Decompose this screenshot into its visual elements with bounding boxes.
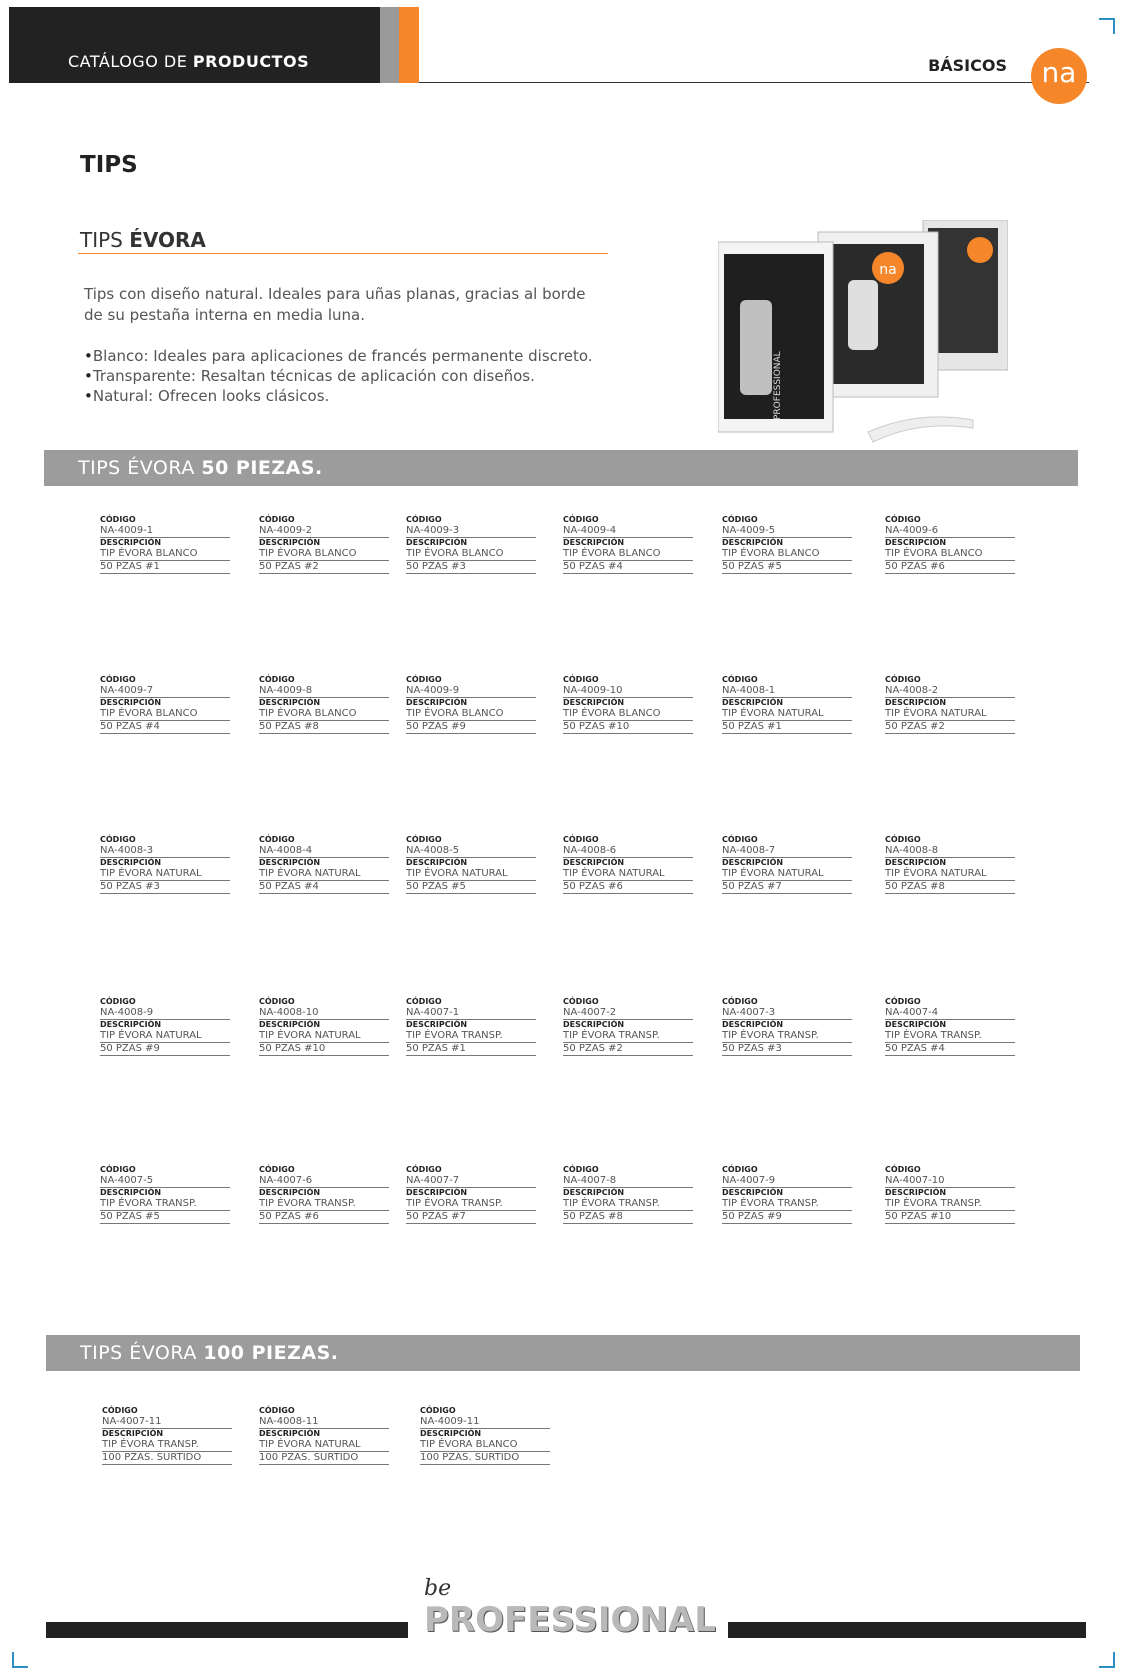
footer-bar-left xyxy=(46,1622,408,1638)
photo-box-text: PROFESSIONAL xyxy=(773,351,783,420)
crop-mark-bottom-right xyxy=(1099,1652,1115,1668)
product-quantity: 50 PZAS #10 xyxy=(259,1043,389,1056)
product-photo xyxy=(718,220,1008,450)
product-item xyxy=(722,997,852,1056)
description-label: DESCRIPCIÓN xyxy=(885,538,947,547)
product-item xyxy=(259,515,389,574)
section-name: BÁSICOS xyxy=(928,56,1007,75)
product-item xyxy=(722,515,852,574)
feature-item: • Natural: Ofrecen looks clásicos. xyxy=(84,386,644,406)
product-quantity: 50 PZAS #2 xyxy=(563,1043,693,1056)
product-quantity: 50 PZAS #10 xyxy=(885,1211,1015,1224)
product-item xyxy=(563,515,693,574)
product-quantity: 50 PZAS #8 xyxy=(259,721,389,734)
brand-logo-text: na xyxy=(1041,56,1077,89)
product-item xyxy=(406,515,536,574)
product-description: TIP ÉVORA NATURAL xyxy=(722,708,852,721)
product-description: TIP ÉVORA BLANCO xyxy=(100,548,230,561)
product-code: NA-4009-8 xyxy=(259,685,389,698)
description-label: DESCRIPCIÓN xyxy=(563,698,625,707)
description-label: DESCRIPCIÓN xyxy=(259,858,321,867)
code-label: CÓDIGO xyxy=(722,515,758,524)
description-label: DESCRIPCIÓN xyxy=(100,858,162,867)
product-quantity: 100 PZAS. SURTIDO xyxy=(420,1452,550,1465)
product-quantity: 50 PZAS #6 xyxy=(259,1211,389,1224)
product-quantity: 50 PZAS #3 xyxy=(406,561,536,574)
header-stripe-orange xyxy=(399,7,419,83)
product-item xyxy=(100,675,230,734)
code-label: CÓDIGO xyxy=(722,997,758,1006)
description-label: DESCRIPCIÓN xyxy=(885,1020,947,1029)
description-label: DESCRIPCIÓN xyxy=(722,538,784,547)
description-label: DESCRIPCIÓN xyxy=(420,1429,482,1438)
product-item xyxy=(406,997,536,1056)
description-label: DESCRIPCIÓN xyxy=(722,1020,784,1029)
product-code: NA-4009-5 xyxy=(722,525,852,538)
section-bar-50 xyxy=(44,450,1078,486)
product-code: NA-4007-4 xyxy=(885,1007,1015,1020)
description-label: DESCRIPCIÓN xyxy=(563,1020,625,1029)
product-item xyxy=(563,997,693,1056)
code-label: CÓDIGO xyxy=(885,1165,921,1174)
product-description: TIP ÉVORA TRANSP. xyxy=(563,1030,693,1043)
product-code: NA-4009-11 xyxy=(420,1416,550,1429)
product-quantity: 50 PZAS #8 xyxy=(563,1211,693,1224)
code-label: CÓDIGO xyxy=(100,515,136,524)
product-quantity: 50 PZAS #2 xyxy=(885,721,1015,734)
product-description: TIP ÉVORA NATURAL xyxy=(885,708,1015,721)
header-stripe-gray xyxy=(380,7,399,83)
product-quantity: 50 PZAS #4 xyxy=(259,881,389,894)
product-code: NA-4009-1 xyxy=(100,525,230,538)
product-code: NA-4008-7 xyxy=(722,845,852,858)
product-code: NA-4007-2 xyxy=(563,1007,693,1020)
subtitle-rule xyxy=(78,253,608,254)
product-quantity: 50 PZAS #2 xyxy=(259,561,389,574)
product-description: TIP ÉVORA BLANCO xyxy=(563,548,693,561)
product-code: NA-4008-2 xyxy=(885,685,1015,698)
code-label: CÓDIGO xyxy=(563,515,599,524)
product-code: NA-4007-9 xyxy=(722,1175,852,1188)
product-description: TIP ÉVORA BLANCO xyxy=(420,1439,550,1452)
feature-item: • Blanco: Ideales para aplicaciones de francés permanente discreto. xyxy=(84,346,644,366)
code-label: CÓDIGO xyxy=(885,675,921,684)
product-item xyxy=(563,675,693,734)
product-description: TIP ÉVORA TRANSP. xyxy=(563,1198,693,1211)
product-description: TIP ÉVORA NATURAL xyxy=(100,1030,230,1043)
product-quantity: 50 PZAS #5 xyxy=(406,881,536,894)
section-title-100: TIPS ÉVORA 100 PIEZAS. xyxy=(80,1342,339,1364)
product-description: TIP ÉVORA TRANSP. xyxy=(885,1030,1015,1043)
product-item xyxy=(259,835,389,894)
product-description: TIP ÉVORA TRANSP. xyxy=(406,1030,536,1043)
product-quantity: 50 PZAS #7 xyxy=(722,881,852,894)
code-label: CÓDIGO xyxy=(563,675,599,684)
code-label: CÓDIGO xyxy=(563,1165,599,1174)
product-description: TIP ÉVORA TRANSP. xyxy=(885,1198,1015,1211)
product-item xyxy=(885,997,1015,1056)
description-label: DESCRIPCIÓN xyxy=(563,538,625,547)
product-code: NA-4007-11 xyxy=(102,1416,232,1429)
product-code: NA-4009-2 xyxy=(259,525,389,538)
description-label: DESCRIPCIÓN xyxy=(722,858,784,867)
product-quantity: 50 PZAS #4 xyxy=(563,561,693,574)
product-code: NA-4008-5 xyxy=(406,845,536,858)
product-description: TIP ÉVORA BLANCO xyxy=(885,548,1015,561)
product-code: NA-4009-10 xyxy=(563,685,693,698)
description-label: DESCRIPCIÓN xyxy=(100,698,162,707)
brand-logo xyxy=(1031,48,1087,104)
code-label: CÓDIGO xyxy=(406,515,442,524)
product-description: TIP ÉVORA NATURAL xyxy=(100,868,230,881)
code-label: CÓDIGO xyxy=(406,997,442,1006)
header-dark-block xyxy=(9,7,380,83)
code-label: CÓDIGO xyxy=(885,835,921,844)
product-item xyxy=(563,835,693,894)
header-rule xyxy=(419,82,1089,83)
section-title-50: TIPS ÉVORA 50 PIEZAS. xyxy=(78,457,323,479)
product-item xyxy=(885,835,1015,894)
product-quantity: 100 PZAS. SURTIDO xyxy=(259,1452,389,1465)
code-label: CÓDIGO xyxy=(722,1165,758,1174)
product-description: TIP ÉVORA TRANSP. xyxy=(259,1198,389,1211)
code-label: CÓDIGO xyxy=(885,997,921,1006)
product-quantity: 50 PZAS #7 xyxy=(406,1211,536,1224)
product-item xyxy=(885,1165,1015,1224)
description-label: DESCRIPCIÓN xyxy=(102,1429,164,1438)
code-label: CÓDIGO xyxy=(722,675,758,684)
code-label: CÓDIGO xyxy=(259,675,295,684)
product-subtitle: TIPS ÉVORA xyxy=(80,228,206,252)
code-label: CÓDIGO xyxy=(259,1165,295,1174)
product-item xyxy=(406,835,536,894)
description-label: DESCRIPCIÓN xyxy=(406,1188,468,1197)
code-label: CÓDIGO xyxy=(259,835,295,844)
product-code: NA-4008-11 xyxy=(259,1416,389,1429)
description-label: DESCRIPCIÓN xyxy=(406,698,468,707)
product-code: NA-4007-10 xyxy=(885,1175,1015,1188)
product-code: NA-4007-5 xyxy=(100,1175,230,1188)
product-code: NA-4008-3 xyxy=(100,845,230,858)
product-description: TIP ÉVORA TRANSP. xyxy=(100,1198,230,1211)
description-label: DESCRIPCIÓN xyxy=(259,538,321,547)
code-label: CÓDIGO xyxy=(885,515,921,524)
product-item xyxy=(722,835,852,894)
product-quantity: 50 PZAS #4 xyxy=(885,1043,1015,1056)
description-label: DESCRIPCIÓN xyxy=(885,858,947,867)
product-item xyxy=(406,1165,536,1224)
product-description: TIP ÉVORA NATURAL xyxy=(406,868,536,881)
product-description: TIP ÉVORA TRANSP. xyxy=(722,1030,852,1043)
code-label: CÓDIGO xyxy=(102,1406,138,1415)
code-label: CÓDIGO xyxy=(563,997,599,1006)
intro-text: Tips con diseño natural. Ideales para uñas planas, gracias al borde de su pestaña interna en media luna. xyxy=(84,285,586,324)
product-item xyxy=(102,1406,232,1465)
product-description: TIP ÉVORA NATURAL xyxy=(722,868,852,881)
product-description: TIP ÉVORA BLANCO xyxy=(259,548,389,561)
code-label: CÓDIGO xyxy=(100,835,136,844)
crop-mark-top-right xyxy=(1099,18,1115,34)
footer-bar-right xyxy=(728,1622,1086,1638)
product-code: NA-4008-9 xyxy=(100,1007,230,1020)
description-label: DESCRIPCIÓN xyxy=(722,698,784,707)
description-label: DESCRIPCIÓN xyxy=(885,698,947,707)
product-code: NA-4008-8 xyxy=(885,845,1015,858)
product-item xyxy=(100,835,230,894)
product-description: TIP ÉVORA BLANCO xyxy=(100,708,230,721)
product-item xyxy=(100,997,230,1056)
description-label: DESCRIPCIÓN xyxy=(722,1188,784,1197)
product-quantity: 50 PZAS #9 xyxy=(722,1211,852,1224)
product-description: TIP ÉVORA BLANCO xyxy=(563,708,693,721)
product-description: TIP ÉVORA NATURAL xyxy=(259,1030,389,1043)
product-quantity: 50 PZAS #1 xyxy=(406,1043,536,1056)
product-quantity: 50 PZAS #6 xyxy=(563,881,693,894)
product-description: TIP ÉVORA NATURAL xyxy=(885,868,1015,881)
product-item xyxy=(259,1165,389,1224)
crop-mark-bottom-left xyxy=(12,1652,28,1668)
product-quantity: 50 PZAS #3 xyxy=(100,881,230,894)
product-description: TIP ÉVORA TRANSP. xyxy=(102,1439,232,1452)
description-label: DESCRIPCIÓN xyxy=(100,1020,162,1029)
page-title: TIPS xyxy=(80,152,138,178)
code-label: CÓDIGO xyxy=(259,515,295,524)
product-description: TIP ÉVORA NATURAL xyxy=(259,1439,389,1452)
product-quantity: 50 PZAS #9 xyxy=(406,721,536,734)
product-code: NA-4007-6 xyxy=(259,1175,389,1188)
photo-logo-text-back: na xyxy=(879,262,897,278)
description-label: DESCRIPCIÓN xyxy=(259,1188,321,1197)
code-label: CÓDIGO xyxy=(259,997,295,1006)
catalog-title: CATÁLOGO DE PRODUCTOS xyxy=(68,52,310,71)
description-label: DESCRIPCIÓN xyxy=(259,1020,321,1029)
feature-item: • Transparente: Resaltan técnicas de aplicación con diseños. xyxy=(84,366,644,386)
code-label: CÓDIGO xyxy=(406,675,442,684)
description-label: DESCRIPCIÓN xyxy=(259,698,321,707)
product-item xyxy=(885,675,1015,734)
product-item xyxy=(563,1165,693,1224)
product-code: NA-4009-6 xyxy=(885,525,1015,538)
description-label: DESCRIPCIÓN xyxy=(563,1188,625,1197)
product-quantity: 50 PZAS #4 xyxy=(100,721,230,734)
code-label: CÓDIGO xyxy=(722,835,758,844)
product-quantity: 50 PZAS #10 xyxy=(563,721,693,734)
product-item xyxy=(722,1165,852,1224)
description-label: DESCRIPCIÓN xyxy=(100,538,162,547)
product-code: NA-4008-10 xyxy=(259,1007,389,1020)
description-label: DESCRIPCIÓN xyxy=(563,858,625,867)
product-description: TIP ÉVORA TRANSP. xyxy=(722,1198,852,1211)
product-item xyxy=(722,675,852,734)
footer-be: be xyxy=(424,1576,452,1601)
product-code: NA-4009-7 xyxy=(100,685,230,698)
product-code: NA-4008-6 xyxy=(563,845,693,858)
product-item xyxy=(259,1406,389,1465)
product-quantity: 100 PZAS. SURTIDO xyxy=(102,1452,232,1465)
product-description: TIP ÉVORA BLANCO xyxy=(406,548,536,561)
product-description: TIP ÉVORA TRANSP. xyxy=(406,1198,536,1211)
code-label: CÓDIGO xyxy=(100,675,136,684)
code-label: CÓDIGO xyxy=(259,1406,295,1415)
product-item xyxy=(406,675,536,734)
footer-professional: PROFESSIONAL xyxy=(424,1600,716,1640)
description-label: DESCRIPCIÓN xyxy=(406,1020,468,1029)
product-description: TIP ÉVORA NATURAL xyxy=(563,868,693,881)
description-label: DESCRIPCIÓN xyxy=(259,1429,321,1438)
code-label: CÓDIGO xyxy=(406,1165,442,1174)
description-label: DESCRIPCIÓN xyxy=(406,538,468,547)
product-quantity: 50 PZAS #6 xyxy=(885,561,1015,574)
product-quantity: 50 PZAS #5 xyxy=(722,561,852,574)
code-label: CÓDIGO xyxy=(100,997,136,1006)
product-code: NA-4007-8 xyxy=(563,1175,693,1188)
product-item xyxy=(420,1406,550,1465)
product-description: TIP ÉVORA BLANCO xyxy=(722,548,852,561)
product-code: NA-4007-7 xyxy=(406,1175,536,1188)
product-code: NA-4009-3 xyxy=(406,525,536,538)
product-code: NA-4008-4 xyxy=(259,845,389,858)
product-item xyxy=(885,515,1015,574)
product-item xyxy=(100,1165,230,1224)
product-description: TIP ÉVORA BLANCO xyxy=(259,708,389,721)
description-label: DESCRIPCIÓN xyxy=(100,1188,162,1197)
product-quantity: 50 PZAS #3 xyxy=(722,1043,852,1056)
product-item xyxy=(259,997,389,1056)
product-quantity: 50 PZAS #9 xyxy=(100,1043,230,1056)
product-code: NA-4009-9 xyxy=(406,685,536,698)
product-quantity: 50 PZAS #5 xyxy=(100,1211,230,1224)
section-bar-100 xyxy=(46,1335,1080,1371)
product-code: NA-4008-1 xyxy=(722,685,852,698)
code-label: CÓDIGO xyxy=(420,1406,456,1415)
product-quantity: 50 PZAS #1 xyxy=(722,721,852,734)
product-item xyxy=(100,515,230,574)
code-label: CÓDIGO xyxy=(406,835,442,844)
product-quantity: 50 PZAS #1 xyxy=(100,561,230,574)
product-item xyxy=(259,675,389,734)
code-label: CÓDIGO xyxy=(100,1165,136,1174)
code-label: CÓDIGO xyxy=(563,835,599,844)
product-code: NA-4009-4 xyxy=(563,525,693,538)
product-description: TIP ÉVORA BLANCO xyxy=(406,708,536,721)
product-quantity: 50 PZAS #8 xyxy=(885,881,1015,894)
description-label: DESCRIPCIÓN xyxy=(885,1188,947,1197)
product-description: TIP ÉVORA NATURAL xyxy=(259,868,389,881)
description-label: DESCRIPCIÓN xyxy=(406,858,468,867)
product-code: NA-4007-3 xyxy=(722,1007,852,1020)
product-code: NA-4007-1 xyxy=(406,1007,536,1020)
feature-list xyxy=(84,346,644,406)
